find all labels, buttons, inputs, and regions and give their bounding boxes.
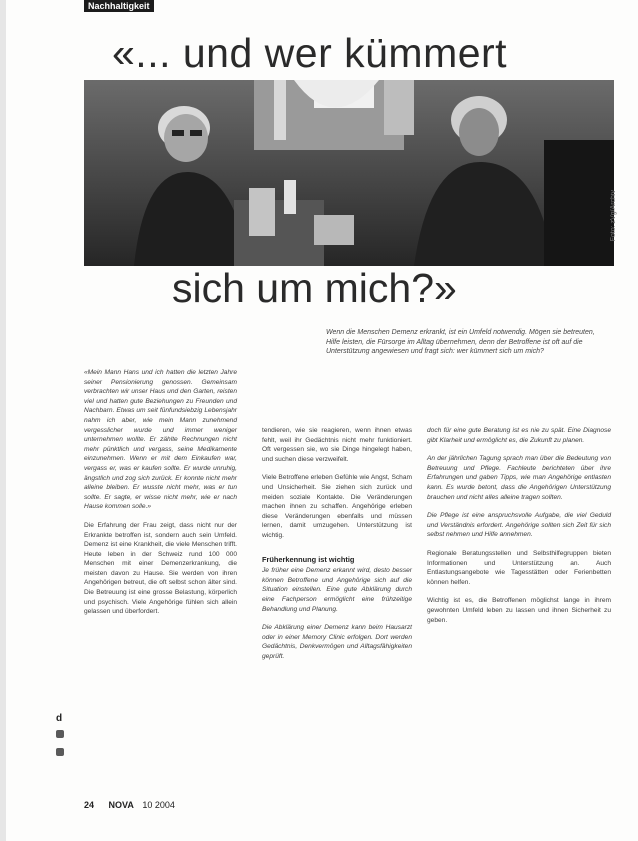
- margin-letter: d: [56, 713, 63, 724]
- paragraph: Viele Betroffene erleben Gefühle wie Angst, Scham und Unsicherheit. Sie ziehen sich zurück und meiden soziale Kontakte. Die Veränderungen machen ihnen zu schaffen. Angehörige erleben diese Veränderungen ebenfalls und müssen lernen, damit umzugehen. Unterstützung ist wichtig.: [262, 474, 412, 539]
- paragraph: «Mein Mann Hans und ich hatten die letzten Jahre seiner Pensionierung genossen. Gemeinsam verbrachten wir unser Haus und den Garten, reisten viel und hatten gute Beziehungen zu Freunden und Nachbarn. Etwas um seit fünfundsiebzig Lebensjahr nahm ich aber, wie mein Mann zunehmend vergesslicher wurde und immer weniger unternehmen wollte. Er zählte Rechnungen nicht mehr pünktlich und vergass, seine Medikamente einzunehmen. Wenn er mit dem Einkaufen war, vergass er, was er kaufen sollte. Er wurde unruhig, ängstlich und zog sich zurück. Er konnte nicht mehr alleine bleiben. Er wusste nicht mehr, was er tun sollte. Er sagte, er wisse nicht mehr, wie er nach Hause kommen solle.»: [84, 369, 237, 511]
- article-photo: [84, 80, 614, 266]
- page-footer: [84, 800, 175, 810]
- section-subhead: Früherkennung ist wichtig: [262, 554, 355, 564]
- page-binding-edge: [0, 0, 6, 841]
- paragraph: Die Pflege ist eine anspruchsvolle Aufgabe, die viel Geduld und Verständnis erfordert. Angehörige sollten sich Zeit für sich selbst nehmen und Hilfe annehmen.: [427, 512, 611, 539]
- magazine-name: NOVA: [108, 800, 134, 810]
- page-number: 24: [84, 800, 95, 810]
- photo-credit: Foto: zVg/Archiv: [610, 190, 617, 242]
- body-column-2: [262, 426, 412, 670]
- paragraph: Wichtig ist es, die Betroffenen möglichst lange in ihrem gewohnten Umfeld leben zu lassen und ihnen Sicherheit zu geben.: [427, 597, 611, 624]
- body-column-3: [427, 426, 611, 634]
- section-tag: Nachhaltigkeit: [84, 0, 154, 12]
- margin-marker: [56, 748, 64, 756]
- paragraph: Die Erfahrung der Frau zeigt, dass nicht nur der Erkrankte betroffen ist, sondern auch sein Umfeld. Demenz ist eine Krankheit, die viele Menschen trifft. Heute leben in der Schweiz rund 100 000 Menschen mit einer Demenzerkrankung, die meisten davon zu Hause. Sie werden von ihren Angehörigen betreut, die oft selbst schon älter sind. Die Betreuung ist eine grosse Belastung, körperlich und psychisch. Viele Angehörige fühlen sich allein gelassen und überfordert.: [84, 521, 237, 616]
- paragraph: An der jährlichen Tagung sprach man über die Bedeutung von Betreuung und Pflege. Fachleute berichteten über ihre Erfahrungen und gaben Tipps, wie man Angehörige entlasten kann. Es wurde betont, dass die Angehörigen Unterstützung brauchen und nicht alles alleine tragen sollten.: [427, 455, 611, 501]
- paragraph: doch für eine gute Beratung ist es nie zu spät. Eine Diagnose gibt Klarheit und ermöglicht es, die Zukunft zu planen.: [427, 427, 611, 444]
- paragraph: Die Abklärung einer Demenz kann beim Hausarzt oder in einer Memory Clinic erfolgen. Dort werden Gedächtnis, Denkvermögen und Alltagsfähigkeiten geprüft.: [262, 624, 412, 660]
- headline-line-1: «... und wer kümmert: [112, 30, 508, 76]
- headline-line-2: sich um mich?»: [172, 265, 457, 311]
- issue-label: 10 2004: [142, 800, 175, 810]
- paragraph: Regionale Beratungsstellen und Selbsthilfegruppen bieten Informationen und Unterstützung an. Auch Entlastungsangebote wie Tagesstätten oder Ferienbetten können helfen.: [427, 549, 611, 586]
- paragraph: Je früher eine Demenz erkannt wird, desto besser können Betroffene und Angehörige sich auf die Situation einstellen. Eine gute Abklärung durch eine Fachperson ermöglicht eine frühzeitige Behandlung und Planung.: [262, 567, 412, 613]
- photo-illustration: [84, 80, 614, 266]
- body-column-1: [84, 368, 237, 626]
- photo-caption: Wenn die Menschen Demenz erkrankt, ist ein Umfeld notwendig. Mögen sie betreuten, Hilfe leisten, die Fürsorge im Alltag übernehmen, denn der Betroffene ist oft auf die Unterstützung angewiesen und fragt sich: wer kümmert sich um mich?: [326, 329, 595, 355]
- margin-marker: [56, 730, 64, 738]
- paragraph: tendieren, wie sie reagieren, wenn ihnen etwas fehlt, weil ihr Gedächtnis nicht mehr funktioniert. Oft vergessen sie, wo sie Dinge hingelegt haben, und suchen diese verzweifelt.: [262, 427, 412, 463]
